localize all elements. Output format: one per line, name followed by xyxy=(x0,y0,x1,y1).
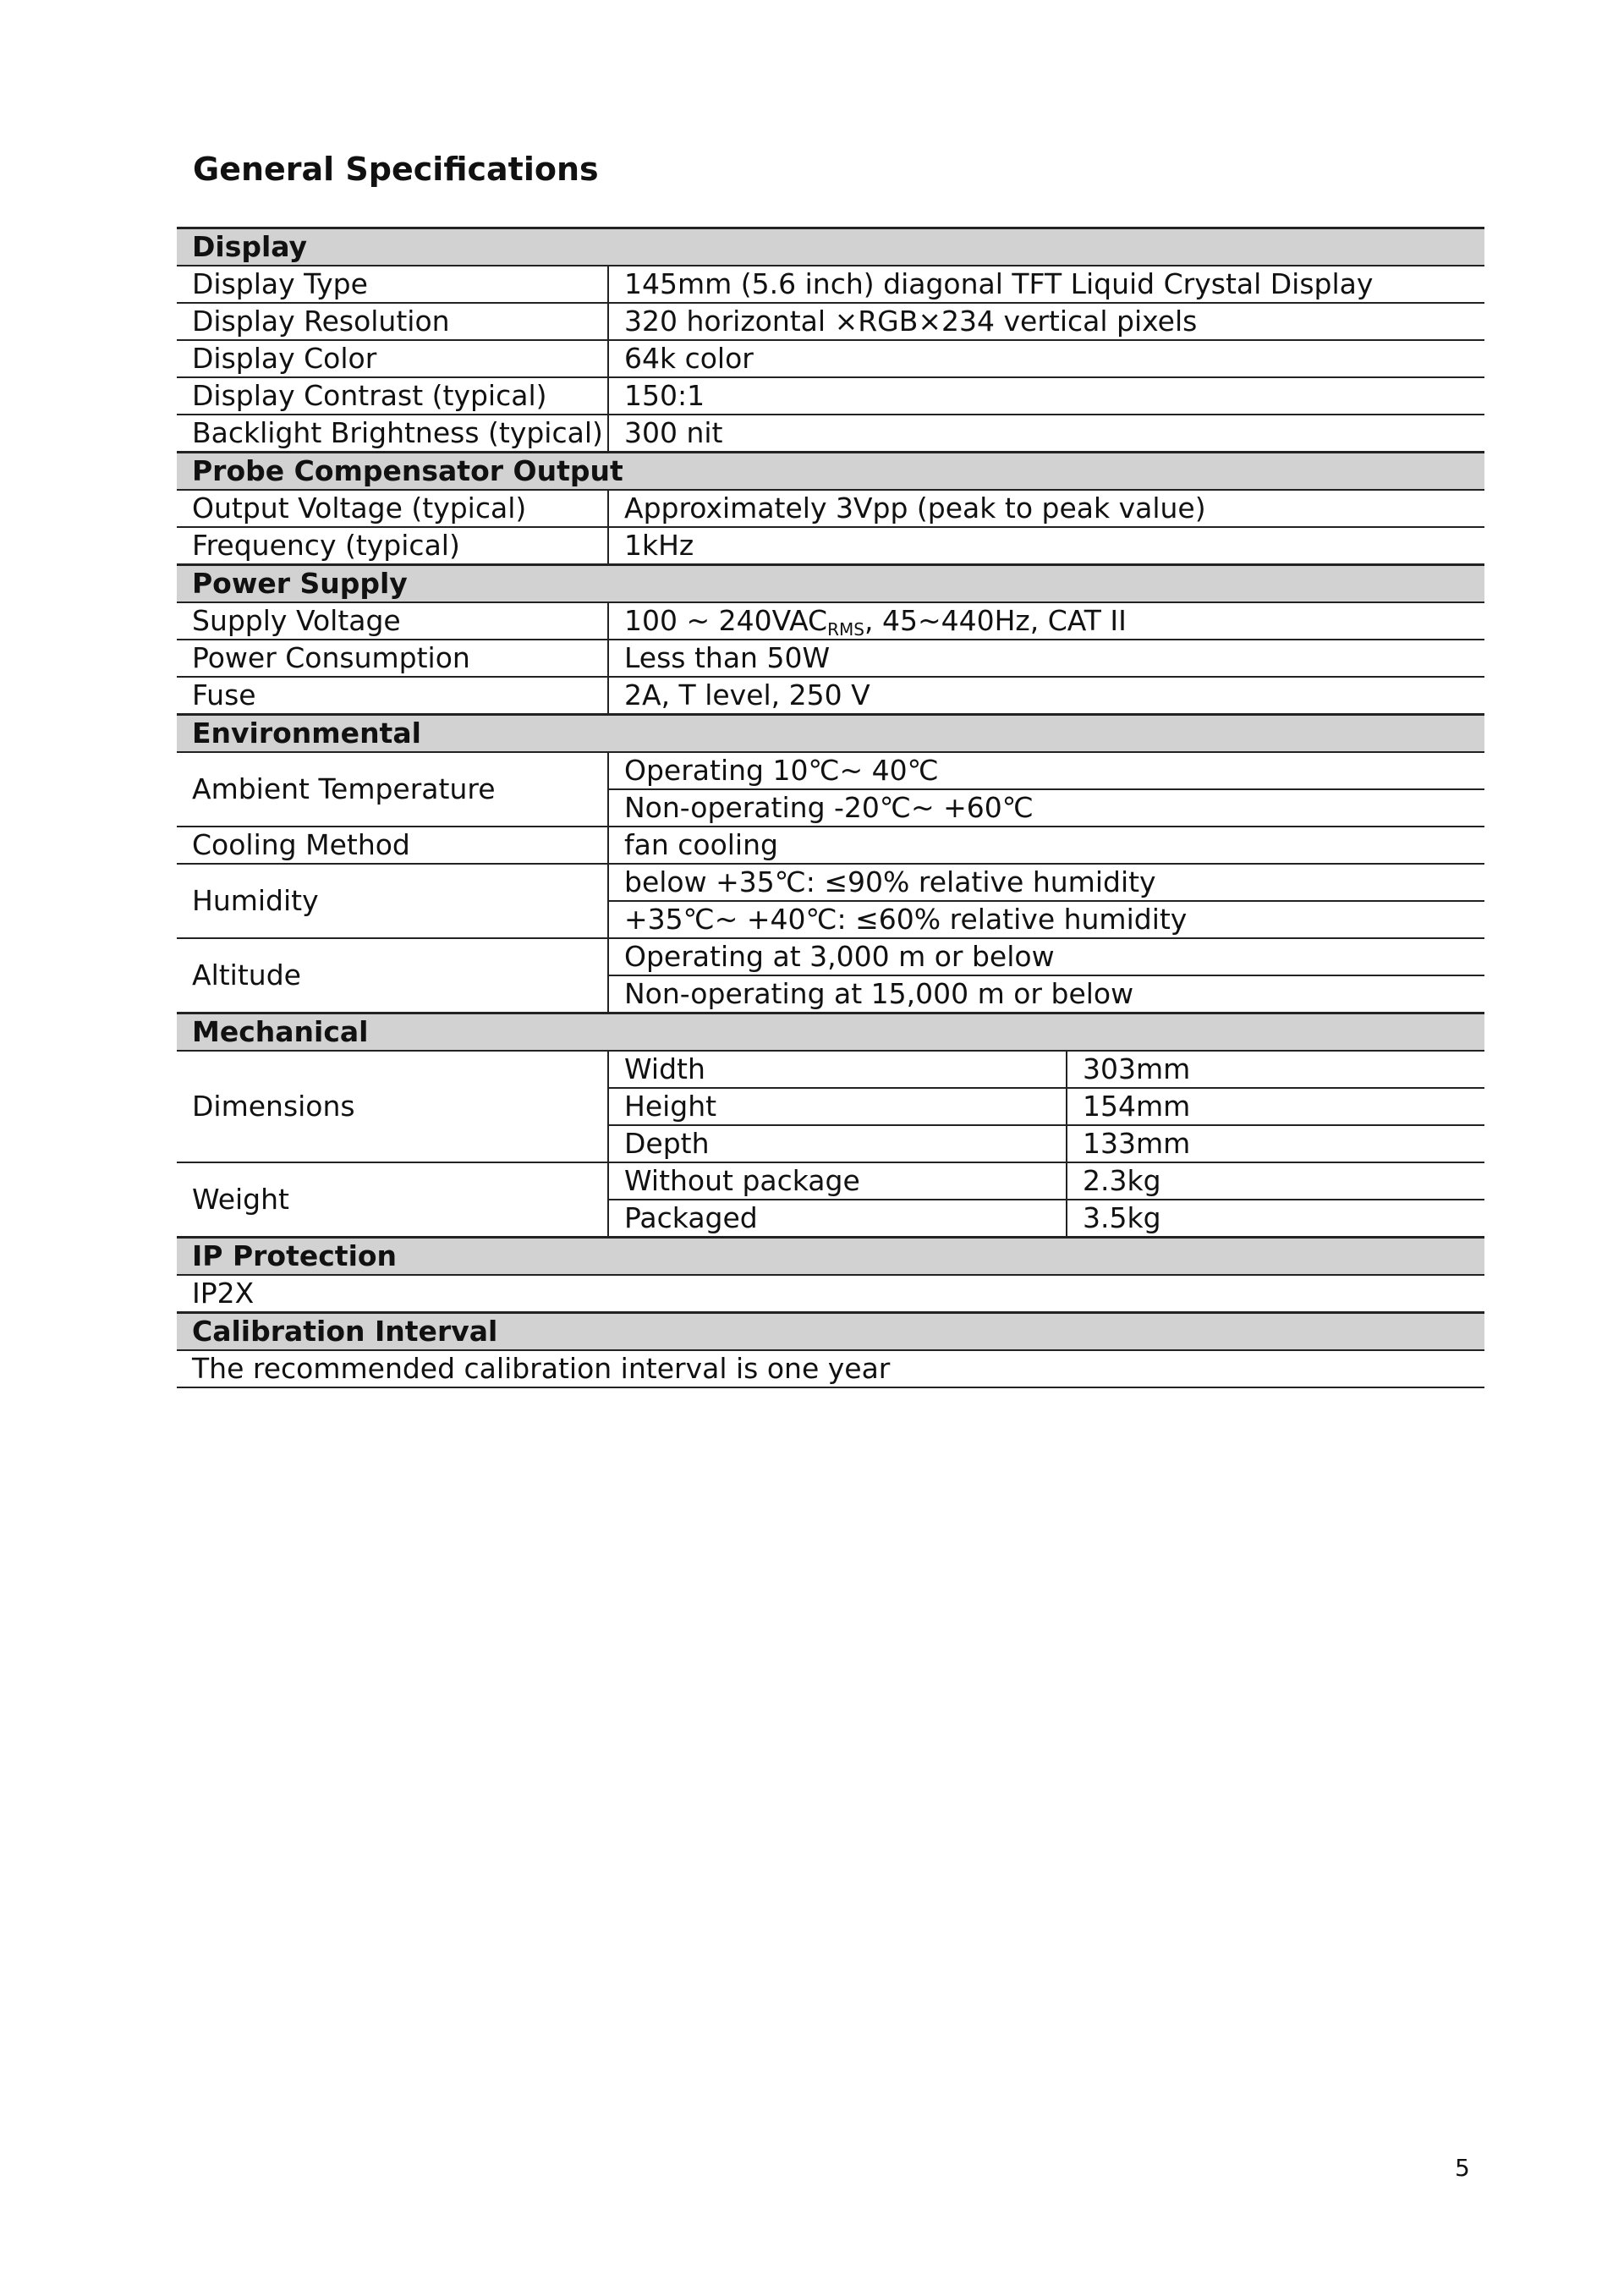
value-text: , 45~440Hz, CAT II xyxy=(864,604,1127,637)
spec-value: Approximately 3Vpp (peak to peak value) xyxy=(608,490,1484,527)
table-row xyxy=(177,752,1484,789)
spec-value: 154mm xyxy=(1067,1088,1484,1125)
table-row xyxy=(177,340,1484,377)
table-row xyxy=(177,1350,1484,1387)
spec-label: Ambient Temperature xyxy=(177,752,608,827)
table-row xyxy=(177,377,1484,415)
spec-value: fan cooling xyxy=(608,827,1484,864)
spec-value: Non-operating -20℃~ +60℃ xyxy=(608,789,1484,827)
section-header-display xyxy=(177,228,1484,266)
section-title: Environmental xyxy=(177,715,1484,753)
spec-value: Less than 50W xyxy=(608,640,1484,677)
table-row xyxy=(177,827,1484,864)
table-row xyxy=(177,1162,1484,1200)
section-header-probe xyxy=(177,453,1484,491)
spec-label: Frequency (typical) xyxy=(177,527,608,565)
spec-subname: Packaged xyxy=(608,1200,1067,1238)
spec-value: below +35℃: ≤90% relative humidity xyxy=(608,864,1484,901)
spec-value: The recommended calibration interval is one year xyxy=(177,1350,1484,1387)
spec-label: Supply Voltage xyxy=(177,602,608,640)
spec-label: Cooling Method xyxy=(177,827,608,864)
section-title: Display xyxy=(177,228,1484,266)
spec-value: 3.5kg xyxy=(1067,1200,1484,1238)
table-row xyxy=(177,1051,1484,1088)
section-header-mechanical xyxy=(177,1013,1484,1052)
spec-label: Display Resolution xyxy=(177,303,608,340)
spec-value: +35℃~ +40℃: ≤60% relative humidity xyxy=(608,901,1484,938)
spec-label: Display Contrast (typical) xyxy=(177,377,608,415)
spec-value: 1kHz xyxy=(608,527,1484,565)
spec-subname: Depth xyxy=(608,1125,1067,1162)
spec-label: Backlight Brightness (typical) xyxy=(177,415,608,453)
section-title: Probe Compensator Output xyxy=(177,453,1484,491)
spec-label: Dimensions xyxy=(177,1051,608,1162)
spec-value: Non-operating at 15,000 m or below xyxy=(608,975,1484,1013)
spec-label: Fuse xyxy=(177,677,608,715)
spec-label: Weight xyxy=(177,1162,608,1238)
section-header-calibration xyxy=(177,1313,1484,1351)
spec-value: Operating at 3,000 m or below xyxy=(608,938,1484,975)
table-row xyxy=(177,677,1484,715)
subscript: RMS xyxy=(827,619,864,640)
spec-subname: Height xyxy=(608,1088,1067,1125)
table-row xyxy=(177,490,1484,527)
spec-value: 2A, T level, 250 V xyxy=(608,677,1484,715)
table-row xyxy=(177,864,1484,901)
spec-label: Output Voltage (typical) xyxy=(177,490,608,527)
table-row xyxy=(177,527,1484,565)
table-row xyxy=(177,266,1484,303)
spec-label: Altitude xyxy=(177,938,608,1013)
spec-value: 300 nit xyxy=(608,415,1484,453)
section-title: IP Protection xyxy=(177,1238,1484,1276)
specifications-table xyxy=(177,227,1484,1388)
spec-value: 320 horizontal ×RGB×234 vertical pixels xyxy=(608,303,1484,340)
table-row xyxy=(177,303,1484,340)
section-title: Calibration Interval xyxy=(177,1313,1484,1351)
page-title: General Specifications xyxy=(193,151,599,188)
value-text: 100 ~ 240VAC xyxy=(624,604,828,637)
spec-value: 145mm (5.6 inch) diagonal TFT Liquid Crystal Display xyxy=(608,266,1484,303)
section-header-ip xyxy=(177,1238,1484,1276)
spec-label: Display Color xyxy=(177,340,608,377)
table-row xyxy=(177,938,1484,975)
spec-subname: Without package xyxy=(608,1162,1067,1200)
spec-value: 2.3kg xyxy=(1067,1162,1484,1200)
spec-label: Power Consumption xyxy=(177,640,608,677)
section-title: Power Supply xyxy=(177,565,1484,603)
section-title: Mechanical xyxy=(177,1013,1484,1052)
spec-label: Display Type xyxy=(177,266,608,303)
spec-value: 303mm xyxy=(1067,1051,1484,1088)
spec-value: 133mm xyxy=(1067,1125,1484,1162)
table-row xyxy=(177,602,1484,640)
spec-value: IP2X xyxy=(177,1275,1484,1313)
section-header-environmental xyxy=(177,715,1484,753)
table-row xyxy=(177,415,1484,453)
spec-value: Operating 10℃~ 40℃ xyxy=(608,752,1484,789)
table-row xyxy=(177,1275,1484,1313)
spec-value: 64k color xyxy=(608,340,1484,377)
page-number: 5 xyxy=(1455,2154,1470,2182)
section-header-power xyxy=(177,565,1484,603)
spec-subname: Width xyxy=(608,1051,1067,1088)
spec-value: 150:1 xyxy=(608,377,1484,415)
spec-value xyxy=(608,602,1484,640)
table-row xyxy=(177,640,1484,677)
spec-label: Humidity xyxy=(177,864,608,938)
